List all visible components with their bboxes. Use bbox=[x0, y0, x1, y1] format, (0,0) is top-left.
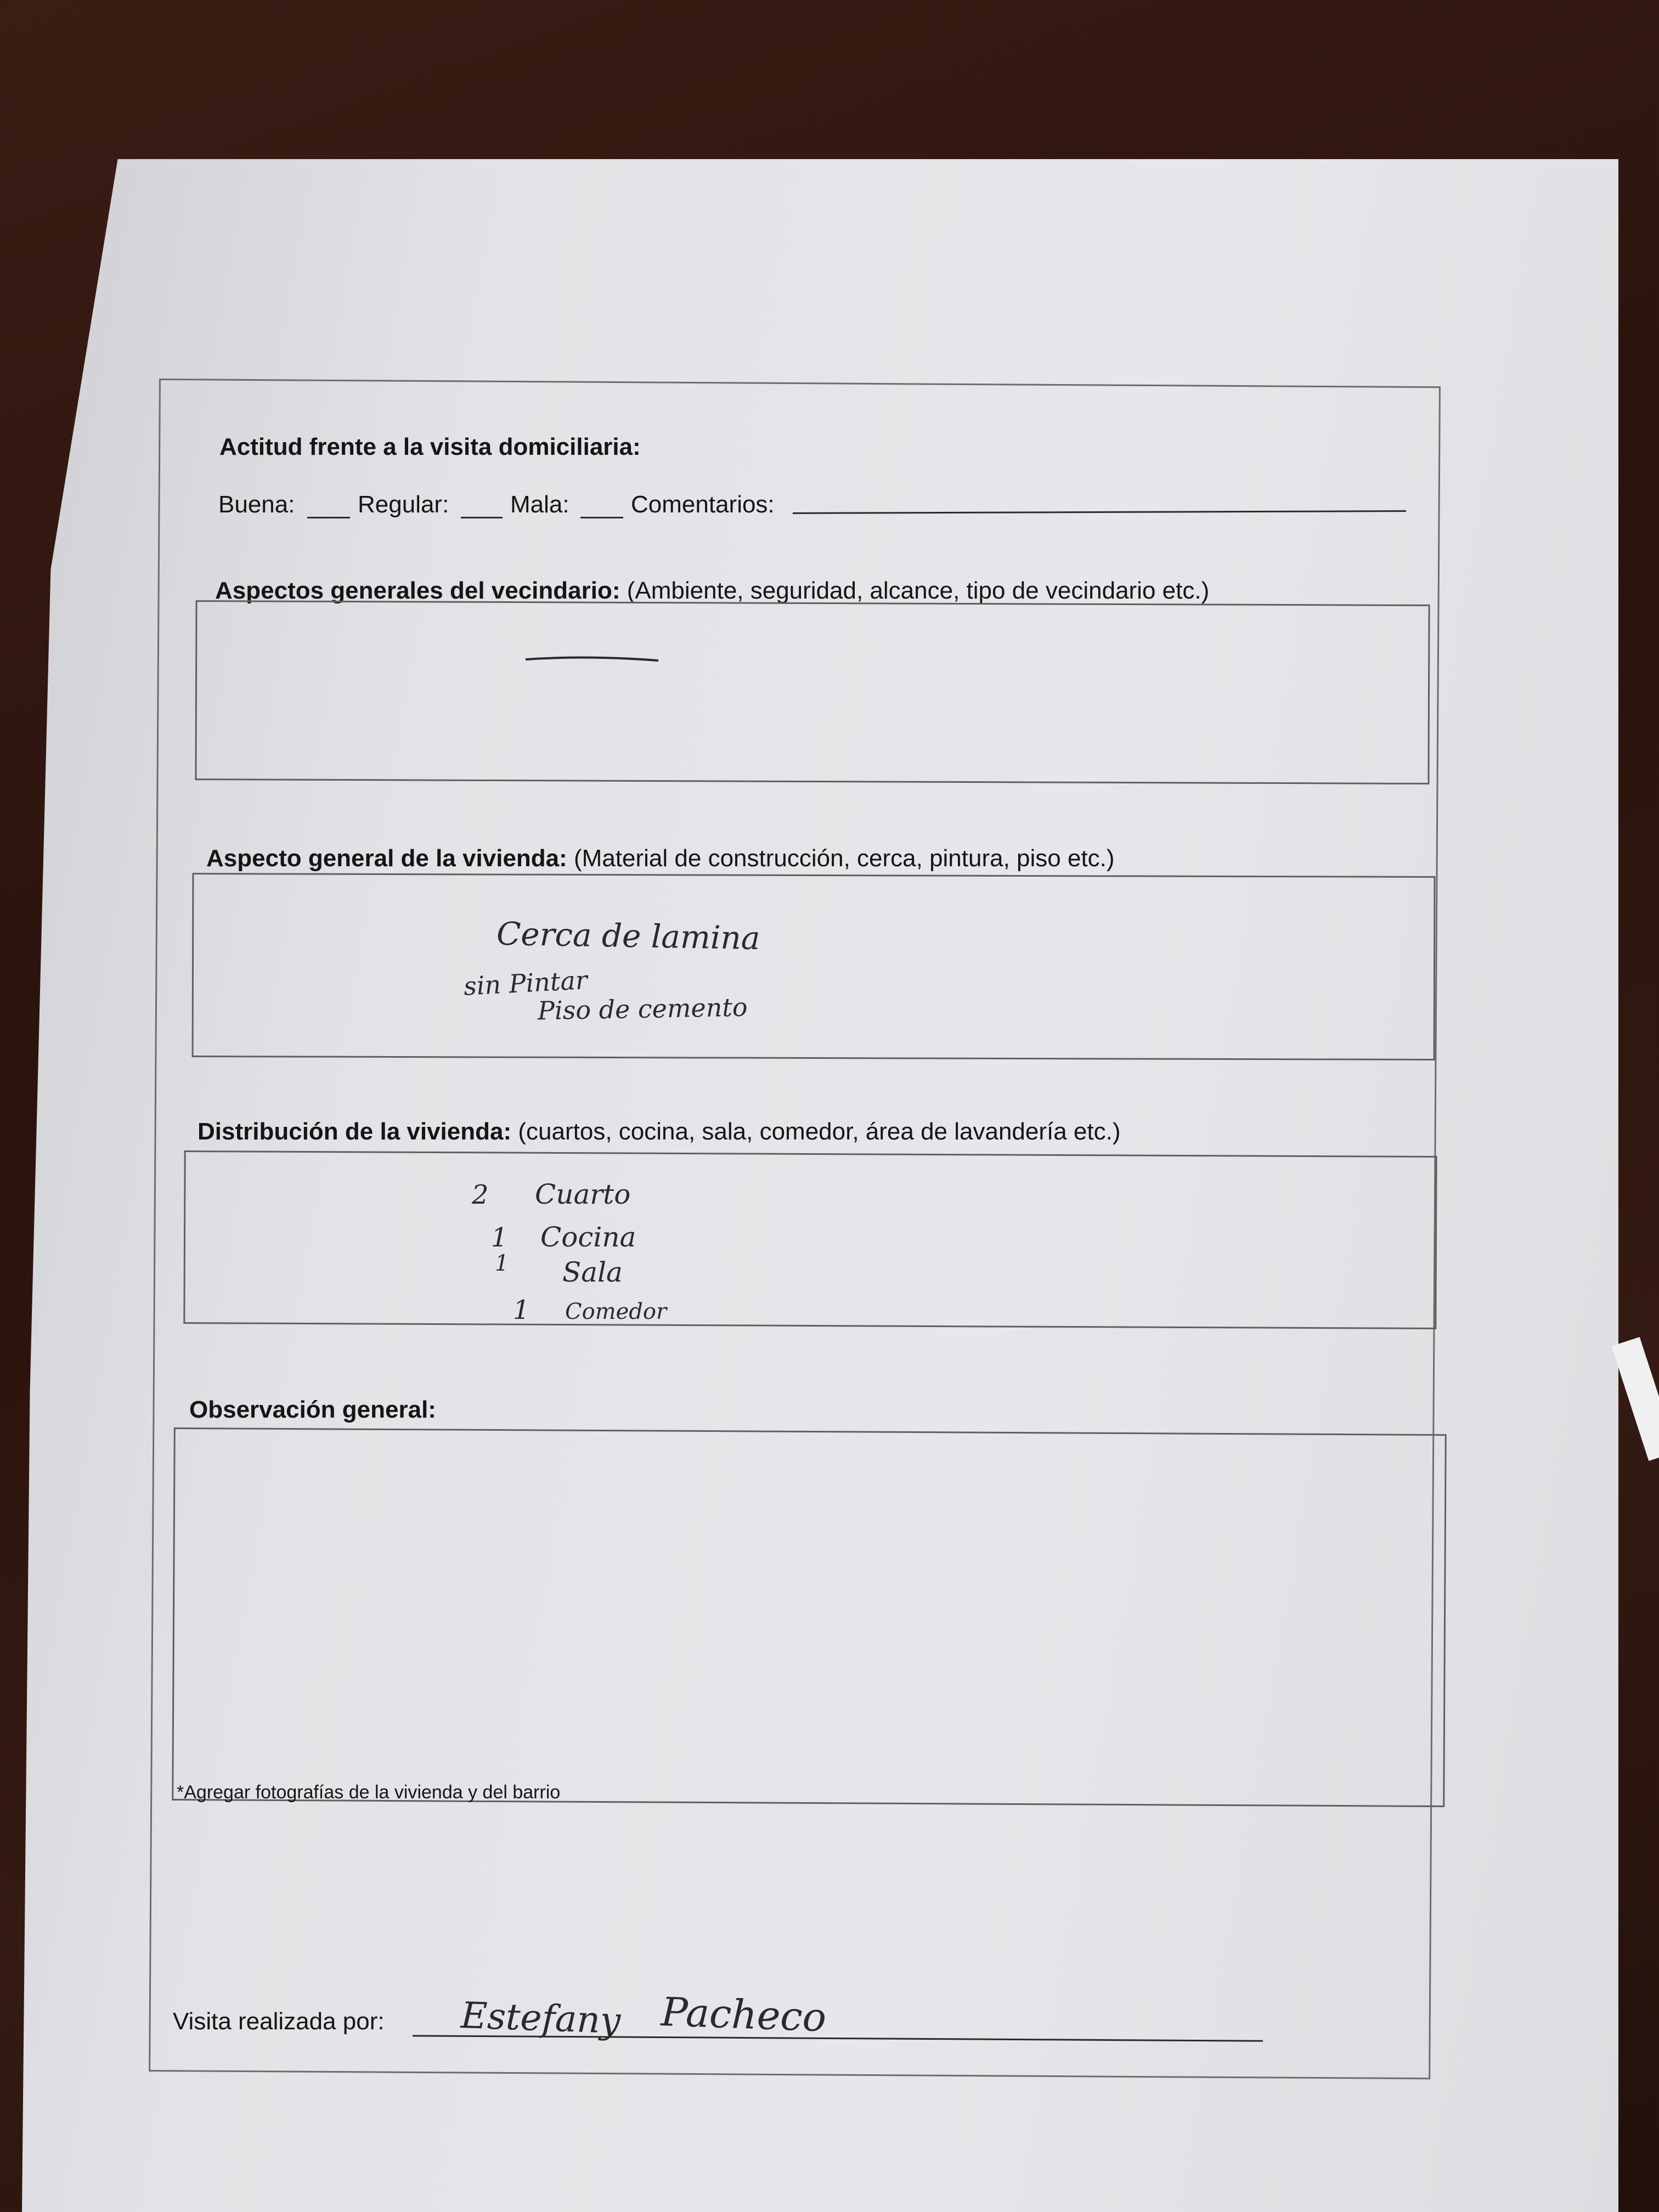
signature-first-name: Estefany bbox=[460, 1994, 622, 2042]
neighborhood-hint: (Ambiente, seguridad, alcance, tipo de vecindario etc.) bbox=[627, 577, 1210, 604]
distribution-hint: (cuartos, cocina, sala, comedor, área de lavandería etc.) bbox=[518, 1118, 1121, 1145]
photos-note: *Agregar fotografías de la vivienda y del barrio bbox=[177, 1782, 561, 1803]
neighborhood-box[interactable] bbox=[195, 600, 1430, 785]
neighborhood-dash-mark bbox=[521, 647, 669, 669]
distribution-box[interactable] bbox=[183, 1150, 1437, 1329]
distribution-heading bbox=[198, 1118, 1121, 1146]
distribution-title: Distribución de la vivienda: bbox=[198, 1118, 512, 1145]
signature-last-name: Pacheco bbox=[660, 1988, 827, 2041]
mala-label: Mala: bbox=[510, 491, 569, 518]
housing-hw-line-2: sin Pintar bbox=[462, 965, 589, 1001]
attitude-title: Actitud frente a la visita domiciliaria: bbox=[219, 433, 641, 460]
distribution-hw-item-2: Cocina bbox=[540, 1221, 636, 1253]
neighborhood-title: Aspectos generales del vecindario: bbox=[215, 577, 620, 604]
distribution-hw-count-4: 1 bbox=[513, 1295, 530, 1325]
comentarios-label: Comentarios: bbox=[631, 491, 775, 518]
distribution-hw-count-3: 1 bbox=[495, 1251, 509, 1276]
buena-label: Buena: bbox=[218, 491, 295, 518]
regular-blank[interactable] bbox=[461, 517, 503, 518]
regular-label: Regular: bbox=[358, 491, 449, 518]
distribution-hw-count-2: 1 bbox=[491, 1222, 508, 1253]
distribution-hw-item-3: Sala bbox=[562, 1256, 623, 1288]
buena-blank[interactable] bbox=[307, 517, 350, 518]
observation-title: Observación general: bbox=[189, 1396, 436, 1423]
housing-heading bbox=[206, 845, 1115, 872]
observation-box[interactable] bbox=[172, 1427, 1447, 1807]
mala-blank[interactable] bbox=[580, 517, 623, 518]
housing-hw-line-3: Piso de cemento bbox=[537, 992, 748, 1026]
visit-by-label: Visita realizada por: bbox=[173, 2008, 385, 2035]
housing-hw-line-1: Cerca de lamina bbox=[496, 915, 760, 957]
distribution-hw-item-4: Comedor bbox=[565, 1299, 667, 1324]
distribution-hw-count-1: 2 bbox=[472, 1180, 489, 1210]
housing-hint: (Material de construcción, cerca, pintura, piso etc.) bbox=[574, 845, 1115, 872]
housing-box[interactable] bbox=[192, 873, 1436, 1060]
distribution-hw-item-1: Cuarto bbox=[535, 1178, 631, 1210]
housing-title: Aspecto general de la vivienda: bbox=[206, 845, 567, 872]
